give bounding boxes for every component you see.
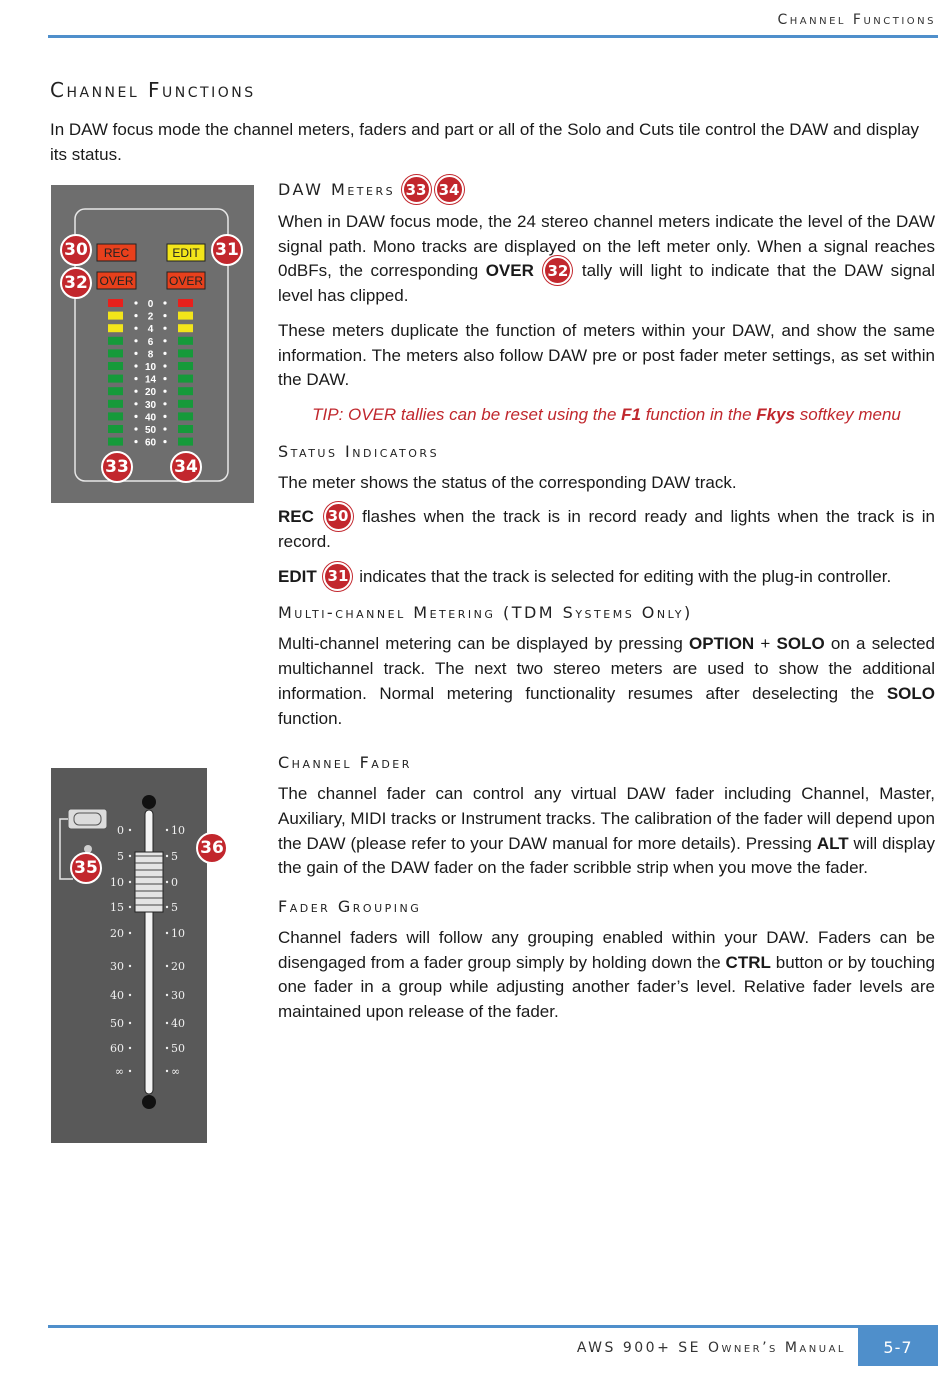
content-column	[278, 180, 935, 1035]
right-meter-led	[178, 438, 193, 446]
rec-indicator-label: REC	[103, 246, 130, 260]
edit-text: indicates that the track is selected for editing with the plug-in controller.	[354, 566, 892, 586]
left-meter-led	[108, 412, 123, 420]
over-label-left: OVER	[99, 274, 134, 288]
fader-scale-left-label: 50	[110, 1017, 124, 1030]
over-label-right: OVER	[168, 274, 204, 288]
status-indicators-heading: Status Indicators	[278, 441, 440, 461]
fader-scale-left-label: 60	[110, 1042, 124, 1055]
fader-cap	[135, 852, 163, 912]
right-meter-led	[178, 299, 193, 307]
meter-scale-label: 14	[144, 374, 157, 386]
meter-scale-label: 4	[147, 324, 154, 336]
footer-rule	[48, 1325, 938, 1328]
tip-text-c: softkey menu	[795, 404, 901, 424]
tip-text-a: TIP: OVER tallies can be reset using the	[312, 404, 622, 424]
fader-scale-left-label: 15	[110, 901, 124, 914]
fader-scale-right-label: 10	[171, 927, 185, 940]
callout-badge-31: 31	[323, 562, 352, 591]
left-meter-led	[108, 299, 123, 307]
fader-scale-right-label: 50	[171, 1042, 185, 1055]
fader-scale-dot	[166, 932, 168, 934]
callout-badge-30: 30	[324, 502, 353, 531]
fader-scale-right-label: 0	[171, 876, 178, 889]
status-paragraph: The meter shows the status of the corresponding DAW track.	[278, 472, 737, 492]
left-meter-led	[108, 312, 123, 320]
right-meter-led	[178, 337, 193, 345]
fader-scale-dot	[129, 932, 131, 934]
right-meter-led	[178, 375, 193, 383]
scale-dot	[134, 440, 137, 443]
multichannel-text-a: Multi-channel metering can be displayed by pressing	[278, 634, 690, 654]
fader-scale-dot	[129, 994, 131, 996]
scale-dot	[134, 427, 137, 430]
daw-meters-heading	[278, 180, 935, 200]
left-meter-led	[108, 425, 123, 433]
scale-dot	[163, 327, 166, 330]
fader-grouping-heading: Fader Grouping	[278, 897, 422, 917]
scale-dot	[134, 314, 137, 317]
intro-paragraph: In DAW focus mode the channel meters, faders and part or all of the Solo and Cuts tile control the DAW and display its status.	[50, 120, 920, 164]
fader-track-bottom-stop	[142, 1095, 156, 1109]
left-meter-led	[108, 375, 123, 383]
meter-scale-label: 50	[144, 425, 157, 436]
fader-scale-dot	[166, 906, 168, 908]
scale-dot	[163, 377, 166, 380]
rec-text: flashes when the track is in record ready and lights when the track is in record.	[278, 507, 935, 552]
running-header: Channel Functions	[777, 12, 936, 28]
multichannel-paragraph	[278, 632, 935, 731]
fader-scale-dot	[166, 994, 168, 996]
scale-dot	[134, 327, 137, 330]
left-meter-led	[108, 362, 123, 370]
fader-track-top-stop	[142, 795, 156, 809]
fader-scale-left-label: 40	[110, 989, 124, 1002]
fader-scale-dot	[166, 1022, 168, 1024]
left-meter-led	[108, 337, 123, 345]
fader-scale-dot	[129, 829, 131, 831]
scale-dot	[163, 364, 166, 367]
footer-manual-title: AWS 900+ SE Owner’s Manual	[576, 1340, 846, 1356]
plus-sign: +	[754, 634, 777, 654]
left-meter-led	[108, 349, 123, 357]
scale-dot	[134, 377, 137, 380]
callout-badge-35: 35	[70, 852, 102, 884]
scale-dot	[163, 402, 166, 405]
callout-badge-34: 34	[435, 175, 464, 204]
fader-scale-dot	[166, 881, 168, 883]
fader-grouping-paragraph	[278, 926, 935, 1025]
meter-scale-label: 8	[147, 349, 154, 361]
daw-meters-heading-text: DAW Meters	[278, 180, 396, 199]
ctrl-term: CTRL	[725, 952, 771, 972]
scale-dot	[134, 415, 137, 418]
left-meter-led	[108, 324, 123, 332]
right-meter-led	[178, 412, 193, 420]
daw-meters-text-a: When in DAW focus mode, the 24 stereo channel meters indicate the level of the DAW signal path. Mono tracks are displayed on the left meter only. When a signal reaches 0dBFs, the corresponding	[278, 212, 935, 281]
multichannel-heading: Multi-channel Metering (TDM Systems Only)	[278, 603, 693, 623]
meter-scale-label: 40	[144, 412, 157, 424]
callout-badge-32: 32	[543, 256, 572, 285]
solo-term-2: SOLO	[886, 683, 935, 703]
multichannel-text-b: on a selected multichannel track. The next two stereo meters are used to show the additional information. Normal metering functionality resumes after deselecting the	[278, 634, 936, 703]
fader-scale-left-label: 20	[110, 927, 124, 940]
fader-scale-right-label: 5	[171, 901, 178, 914]
callout-badge-31: 31	[211, 234, 243, 266]
scale-dot	[163, 314, 166, 317]
tip-text-b: function in the	[640, 404, 757, 424]
edit-indicator-label: EDIT	[172, 246, 200, 260]
callout-badge-30: 30	[60, 234, 92, 266]
meter-scale-label: 0	[147, 299, 154, 310]
meter-scale-label: 10	[144, 362, 157, 373]
fader-scale-left-label: 0	[117, 824, 124, 837]
fader-scale-dot	[129, 1022, 131, 1024]
fader-scale-dot	[129, 1070, 131, 1072]
scale-dot	[163, 440, 166, 443]
callout-badge-32: 32	[60, 267, 92, 299]
fader-scale-dot	[129, 1047, 131, 1049]
meter-scale-label: 60	[144, 437, 157, 449]
scale-dot	[134, 352, 137, 355]
meter-scale-label: 6	[147, 336, 154, 348]
edit-paragraph	[278, 565, 935, 590]
fader-scale-right-label: 30	[171, 989, 185, 1002]
right-meter-led	[178, 400, 193, 408]
right-meter-led	[178, 425, 193, 433]
over-term: OVER	[485, 261, 534, 281]
fader-scale-dot	[166, 855, 168, 857]
scale-dot	[163, 301, 166, 304]
fader-scale-right-label: 20	[171, 960, 185, 973]
header-rule	[48, 35, 938, 38]
rec-term: REC	[278, 507, 314, 527]
scale-dot	[134, 301, 137, 304]
scale-dot	[134, 390, 137, 393]
daw-meters-paragraph-1	[278, 210, 935, 309]
fader-scale-left-label: 10	[110, 876, 124, 889]
fader-scale-left-label: 5	[117, 850, 124, 863]
edit-term: EDIT	[278, 566, 317, 586]
callout-badge-36: 36	[196, 832, 228, 864]
meter-scale	[134, 299, 166, 449]
tip-note	[278, 403, 935, 428]
alt-term: ALT	[816, 833, 849, 853]
fader-scale-dot	[166, 1047, 168, 1049]
scale-dot	[163, 339, 166, 342]
fader-scale-dot	[129, 906, 131, 908]
channel-fader-text-b: will display the gain of the DAW fader on the fader scribble strip when you move the fader.	[278, 833, 935, 878]
fader-scale-right-label: 10	[171, 824, 185, 837]
callout-badge-33: 33	[101, 451, 133, 483]
fader-scale-dot	[129, 965, 131, 967]
left-meter-led	[108, 438, 123, 446]
fader-scale-right-label: 5	[171, 850, 178, 863]
right-meter-led	[178, 312, 193, 320]
channel-meter-figure	[51, 185, 254, 503]
multichannel-text-c: function.	[278, 708, 343, 728]
tip-f1-term: F1	[621, 404, 641, 424]
meter-scale-label: 20	[144, 387, 157, 399]
right-meter-led	[178, 349, 193, 357]
meter-scale-label: 30	[144, 399, 157, 411]
page-number: 5-7	[858, 1328, 938, 1366]
fader-scale-dot	[166, 965, 168, 967]
daw-meters-text-b: tally will light to indicate that the DAW signal level has clipped.	[278, 261, 935, 306]
channel-fader-figure	[51, 768, 224, 1143]
fader-scale-dot	[129, 881, 131, 883]
callout-badge-34: 34	[170, 451, 202, 483]
fader-grouping-text-b: button or by touching one fader in a group while adjusting another fader’s level. Relative fader levels are maintained upon release of the fader.	[278, 952, 935, 1022]
left-meter-leds	[108, 299, 123, 446]
meter-scale-label: 2	[147, 311, 154, 323]
scale-dot	[163, 390, 166, 393]
fader-scale-dot	[166, 829, 168, 831]
daw-meters-paragraph-2: These meters duplicate the function of meters within your DAW, and show the same information. The meters also follow DAW pre or post fader meter settings, as set within the DAW.	[278, 320, 935, 390]
right-meter-leds	[178, 299, 193, 446]
scale-dot	[134, 339, 137, 342]
fader-scale-left-label: 30	[110, 960, 124, 973]
scale-dot	[163, 427, 166, 430]
fader-scale-right-label: ∞	[171, 1065, 181, 1078]
scale-dot	[134, 364, 137, 367]
left-meter-led	[108, 400, 123, 408]
fader-scale-right-label: 40	[171, 1017, 185, 1030]
right-meter-led	[178, 324, 193, 332]
fader-scale-left-label: ∞	[114, 1065, 124, 1078]
fader-scale-dot	[129, 855, 131, 857]
left-meter-led	[108, 387, 123, 395]
fader-grouping-text-a: Channel faders will follow any grouping enabled within your DAW. Faders can be disengaged from a fader group simply by holding down the	[278, 928, 935, 972]
right-meter-led	[178, 362, 193, 370]
channel-fader-text-a: The channel fader can control any virtual DAW fader including Channel, Master, Auxiliary, MIDI tracks or Instrument tracks. The calibration of the fader will depend upon the DAW (please refer to your DAW manual for more details). Pressing	[278, 784, 935, 853]
option-term: OPTION	[689, 634, 755, 654]
scale-dot	[163, 352, 166, 355]
right-meter-led	[178, 387, 193, 395]
channel-fader-heading: Channel Fader	[278, 753, 412, 773]
page-title: Channel Functions	[50, 78, 256, 102]
meter-diagram	[51, 185, 254, 503]
channel-fader-paragraph	[278, 782, 935, 881]
callout-badge-33: 33	[402, 175, 431, 204]
tip-fkys-term: Fkys	[756, 404, 796, 424]
solo-term: SOLO	[776, 634, 825, 654]
fader-diagram	[51, 768, 207, 1143]
scale-dot	[163, 415, 166, 418]
fader-scale-dot	[166, 1070, 168, 1072]
fader-cap-body	[135, 852, 163, 912]
scale-dot	[134, 402, 137, 405]
rec-paragraph	[278, 505, 935, 554]
